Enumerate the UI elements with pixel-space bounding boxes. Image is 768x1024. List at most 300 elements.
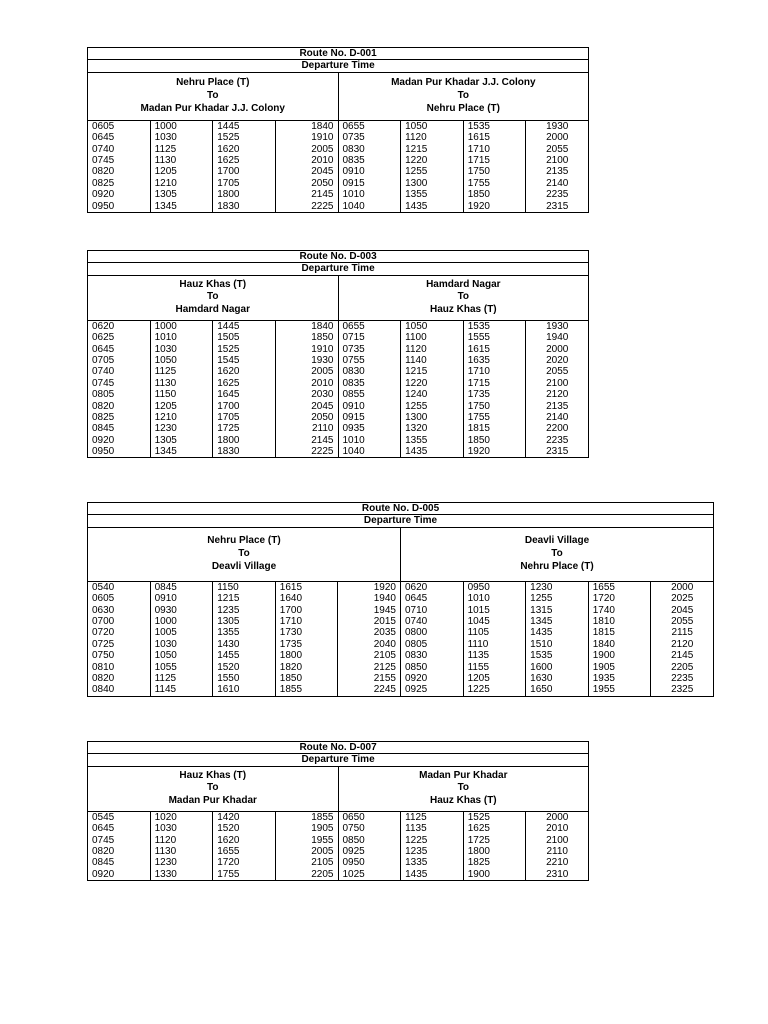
departure-time-cell: 0950 xyxy=(88,201,151,213)
departure-time-cell: 1125 xyxy=(150,366,213,377)
departure-time-cell: 1205 xyxy=(463,673,526,684)
direction-line: Nehru Place (T) xyxy=(426,102,500,114)
departure-time-cell: 1215 xyxy=(401,144,464,155)
departure-time-cell: 1750 xyxy=(463,401,526,412)
departure-time-cell: 1715 xyxy=(463,155,526,166)
departure-time-cell: 1445 xyxy=(213,320,276,332)
departure-time-cell: 1145 xyxy=(150,684,213,696)
direction-line: Nehru Place (T) xyxy=(520,560,594,572)
departure-time-cell: 0645 xyxy=(88,344,151,355)
departure-time-cell: 1930 xyxy=(275,355,338,366)
departure-time-cell: 0705 xyxy=(88,355,151,366)
departure-time-cell: 1615 xyxy=(275,581,338,593)
departure-time-cell: 0850 xyxy=(338,835,401,846)
route-number: Route No. D-001 xyxy=(88,48,589,60)
departure-time-cell: 1510 xyxy=(526,639,589,650)
departure-time-cell: 0750 xyxy=(338,823,401,834)
departure-time-cell: 1305 xyxy=(150,189,213,200)
departure-time-cell: 0930 xyxy=(150,605,213,616)
departure-time-cell: 1930 xyxy=(526,120,589,132)
departure-time-cell: 0915 xyxy=(338,178,401,189)
departure-time-cell: 2110 xyxy=(275,423,338,434)
table-row xyxy=(88,662,714,673)
departure-time-cell: 0735 xyxy=(338,132,401,143)
departure-time-cell: 1855 xyxy=(275,684,338,696)
departure-time-cell: 1455 xyxy=(213,650,276,661)
departure-time-cell: 0645 xyxy=(400,593,463,604)
departure-time-cell: 0820 xyxy=(88,846,151,857)
departure-time-cell: 1000 xyxy=(150,616,213,627)
departure-time-cell: 1940 xyxy=(338,593,401,604)
departure-time-cell: 1815 xyxy=(588,627,651,638)
departure-time-cell: 0745 xyxy=(88,835,151,846)
departure-time-cell: 0835 xyxy=(338,155,401,166)
departure-time-cell: 1010 xyxy=(338,435,401,446)
table-row xyxy=(88,378,589,389)
departure-time-cell: 1105 xyxy=(463,627,526,638)
departure-time-cell: 2140 xyxy=(526,412,589,423)
direction-line: To xyxy=(457,291,470,303)
departure-time-cell: 1505 xyxy=(213,332,276,343)
departure-time-cell: 2055 xyxy=(526,144,589,155)
departure-time-cell: 0745 xyxy=(88,155,151,166)
departure-time-cell: 2225 xyxy=(275,201,338,213)
departure-time-cell: 1620 xyxy=(213,835,276,846)
departure-time-cell: 0820 xyxy=(88,673,151,684)
departure-time-cell: 0805 xyxy=(400,639,463,650)
table-row xyxy=(88,132,589,143)
departure-time-cell: 0545 xyxy=(88,811,151,823)
departure-time-cell: 2035 xyxy=(338,627,401,638)
table-row xyxy=(88,189,589,200)
departure-time-cell: 2045 xyxy=(651,605,714,616)
departure-time-cell: 1125 xyxy=(150,673,213,684)
departure-time-cell: 2325 xyxy=(651,684,714,696)
departure-time-cell: 2125 xyxy=(338,662,401,673)
direction-line: Hauz Khas (T) xyxy=(179,769,247,781)
departure-time-cell: 2315 xyxy=(526,446,589,458)
departure-time-cell: 1625 xyxy=(213,378,276,389)
departure-time-cell: 1545 xyxy=(213,355,276,366)
departure-time-cell: 0910 xyxy=(338,166,401,177)
departure-time-cell: 1535 xyxy=(526,650,589,661)
departure-time-cell: 1050 xyxy=(150,650,213,661)
departure-time-cell: 1050 xyxy=(401,120,464,132)
departure-time-cell: 0645 xyxy=(88,132,151,143)
departure-time-cell: 1800 xyxy=(463,846,526,857)
direction-return xyxy=(338,766,589,811)
departure-time-cell: 2135 xyxy=(526,401,589,412)
departure-time-cell: 1615 xyxy=(463,344,526,355)
departure-time-cell: 1040 xyxy=(338,446,401,458)
departure-time-cell: 0845 xyxy=(150,581,213,593)
departure-time-cell: 1705 xyxy=(213,412,276,423)
departure-time-cell: 1535 xyxy=(463,320,526,332)
departure-time-cell: 1355 xyxy=(401,189,464,200)
departure-time-heading: Departure Time xyxy=(88,754,589,766)
departure-time-cell: 1910 xyxy=(275,344,338,355)
departure-time-cell: 1130 xyxy=(150,155,213,166)
table-row xyxy=(88,389,589,400)
departure-time-cell: 2000 xyxy=(526,132,589,143)
departure-time-cell: 1135 xyxy=(463,650,526,661)
departure-time-cell: 0655 xyxy=(338,320,401,332)
departure-time-cell: 0910 xyxy=(338,401,401,412)
departure-time-cell: 1435 xyxy=(401,869,464,881)
departure-time-cell: 1520 xyxy=(213,823,276,834)
route-table-d007 xyxy=(87,741,589,881)
departure-time-cell: 2315 xyxy=(526,201,589,213)
departure-time-cell: 0650 xyxy=(338,811,401,823)
route-number: Route No. D-007 xyxy=(88,742,589,754)
departure-time-cell: 0840 xyxy=(88,684,151,696)
table-row xyxy=(88,366,589,377)
direction-line: Hauz Khas (T) xyxy=(179,278,247,290)
departure-time-cell: 2110 xyxy=(526,846,589,857)
departure-time-cell: 1210 xyxy=(150,178,213,189)
departure-time-cell: 1420 xyxy=(213,811,276,823)
departure-time-cell: 0755 xyxy=(338,355,401,366)
departure-time-cell: 2005 xyxy=(275,366,338,377)
timetable xyxy=(87,741,589,881)
departure-time-cell: 1625 xyxy=(213,155,276,166)
departure-time-cell: 0740 xyxy=(88,144,151,155)
departure-time-cell: 1620 xyxy=(213,144,276,155)
departure-time-cell: 2100 xyxy=(526,378,589,389)
departure-time-cell: 1000 xyxy=(150,320,213,332)
departure-time-cell: 1920 xyxy=(338,581,401,593)
departure-time-cell: 1840 xyxy=(275,320,338,332)
departure-time-cell: 0830 xyxy=(338,144,401,155)
route-number: Route No. D-003 xyxy=(88,251,589,263)
departure-time-cell: 2140 xyxy=(526,178,589,189)
table-row xyxy=(88,144,589,155)
departure-time-cell: 1010 xyxy=(150,332,213,343)
direction-outbound xyxy=(88,72,339,120)
departure-time-cell: 1010 xyxy=(463,593,526,604)
departure-time-cell: 1635 xyxy=(463,355,526,366)
departure-time-cell: 1820 xyxy=(275,662,338,673)
departure-time-heading: Departure Time xyxy=(88,515,714,527)
departure-time-cell: 1215 xyxy=(213,593,276,604)
departure-time-cell: 2235 xyxy=(651,673,714,684)
table-row xyxy=(88,627,714,638)
departure-time-cell: 1140 xyxy=(401,355,464,366)
table-row xyxy=(88,673,714,684)
departure-time-cell: 1225 xyxy=(401,835,464,846)
direction-line: Hamdard Nagar xyxy=(426,278,501,290)
departure-time-cell: 1710 xyxy=(463,144,526,155)
departure-time-cell: 2050 xyxy=(275,178,338,189)
departure-time-cell: 0835 xyxy=(338,378,401,389)
departure-time-cell: 2010 xyxy=(526,823,589,834)
direction-line: To xyxy=(551,547,563,559)
departure-time-cell: 2100 xyxy=(526,155,589,166)
departure-time-cell: 2235 xyxy=(526,189,589,200)
departure-time-cell: 2155 xyxy=(338,673,401,684)
departure-time-cell: 1700 xyxy=(213,401,276,412)
departure-time-cell: 0630 xyxy=(88,605,151,616)
departure-time-cell: 2310 xyxy=(526,869,589,881)
departure-time-cell: 1650 xyxy=(526,684,589,696)
departure-time-cell: 1015 xyxy=(463,605,526,616)
departure-time-cell: 1630 xyxy=(526,673,589,684)
departure-time-cell: 1220 xyxy=(401,378,464,389)
departure-time-cell: 2135 xyxy=(526,166,589,177)
table-row xyxy=(88,846,589,857)
direction-line: To xyxy=(207,89,219,101)
direction-line: Nehru Place (T) xyxy=(176,77,250,89)
departure-time-cell: 1815 xyxy=(463,423,526,434)
direction-line: Madan Pur Khadar J.J. Colony xyxy=(140,102,285,114)
departure-time-cell: 0715 xyxy=(338,332,401,343)
departure-time-cell: 1525 xyxy=(213,132,276,143)
departure-time-cell: 2205 xyxy=(275,869,338,881)
departure-time-cell: 1150 xyxy=(213,581,276,593)
direction-outbound xyxy=(88,527,401,581)
departure-time-cell: 0605 xyxy=(88,120,151,132)
departure-time-cell: 0915 xyxy=(338,412,401,423)
direction-line: Hamdard Nagar xyxy=(175,304,250,316)
departure-time-cell: 0740 xyxy=(88,366,151,377)
departure-time-cell: 2040 xyxy=(338,639,401,650)
table-row xyxy=(88,684,714,696)
departure-time-cell: 2005 xyxy=(275,144,338,155)
departure-time-cell: 0710 xyxy=(400,605,463,616)
departure-time-cell: 1930 xyxy=(526,320,589,332)
departure-time-cell: 1040 xyxy=(338,201,401,213)
route-table-d005 xyxy=(87,502,714,697)
direction-outbound xyxy=(88,766,339,811)
departure-time-cell: 1240 xyxy=(401,389,464,400)
table-row xyxy=(88,857,589,868)
table-row xyxy=(88,869,589,881)
departure-time-cell: 1705 xyxy=(213,178,276,189)
departure-time-cell: 1955 xyxy=(275,835,338,846)
departure-time-cell: 1120 xyxy=(401,344,464,355)
timetable xyxy=(87,250,589,458)
departure-time-cell: 1900 xyxy=(588,650,651,661)
departure-time-cell: 1920 xyxy=(463,446,526,458)
departure-time-cell: 2235 xyxy=(526,435,589,446)
departure-time-cell: 1525 xyxy=(213,344,276,355)
departure-time-cell: 0920 xyxy=(88,189,151,200)
departure-time-cell: 1810 xyxy=(588,616,651,627)
direction-return xyxy=(338,72,589,120)
departure-time-cell: 1525 xyxy=(463,811,526,823)
departure-time-cell: 1900 xyxy=(463,869,526,881)
departure-time-cell: 2030 xyxy=(275,389,338,400)
departure-time-cell: 1940 xyxy=(526,332,589,343)
departure-time-cell: 1850 xyxy=(275,673,338,684)
departure-time-cell: 0745 xyxy=(88,378,151,389)
departure-time-cell: 1830 xyxy=(213,446,276,458)
departure-time-cell: 1150 xyxy=(150,389,213,400)
departure-time-cell: 2105 xyxy=(275,857,338,868)
table-row xyxy=(88,811,589,823)
table-row xyxy=(88,155,589,166)
table-row xyxy=(88,332,589,343)
departure-time-cell: 0950 xyxy=(88,446,151,458)
departure-time-cell: 1315 xyxy=(526,605,589,616)
direction-return xyxy=(400,527,713,581)
departure-time-cell: 1050 xyxy=(401,320,464,332)
departure-time-cell: 0805 xyxy=(88,389,151,400)
departure-time-cell: 1920 xyxy=(463,201,526,213)
departure-time-cell: 1445 xyxy=(213,120,276,132)
departure-time-cell: 1030 xyxy=(150,132,213,143)
departure-time-cell: 0700 xyxy=(88,616,151,627)
departure-time-cell: 0810 xyxy=(88,662,151,673)
departure-time-cell: 1305 xyxy=(213,616,276,627)
table-row xyxy=(88,835,589,846)
departure-time-cell: 2045 xyxy=(275,166,338,177)
departure-time-cell: 2145 xyxy=(275,189,338,200)
departure-time-cell: 0920 xyxy=(88,435,151,446)
departure-time-cell: 1230 xyxy=(526,581,589,593)
departure-time-cell: 1615 xyxy=(463,132,526,143)
departure-time-cell: 1345 xyxy=(150,446,213,458)
departure-time-cell: 1740 xyxy=(588,605,651,616)
departure-time-cell: 1800 xyxy=(213,189,276,200)
table-row xyxy=(88,435,589,446)
departure-time-cell: 1030 xyxy=(150,344,213,355)
direction-line: Madan Pur Khadar J.J. Colony xyxy=(391,77,536,89)
departure-time-cell: 1300 xyxy=(401,412,464,423)
departure-time-cell: 1735 xyxy=(463,389,526,400)
departure-time-cell: 1725 xyxy=(213,423,276,434)
departure-time-cell: 1700 xyxy=(275,605,338,616)
table-row xyxy=(88,120,589,132)
direction-line: Hauz Khas (T) xyxy=(429,304,497,316)
direction-line: Deavli Village xyxy=(524,535,590,547)
table-row xyxy=(88,605,714,616)
table-row xyxy=(88,166,589,177)
departure-time-cell: 0855 xyxy=(338,389,401,400)
departure-time-cell: 1345 xyxy=(526,616,589,627)
departure-time-cell: 1355 xyxy=(213,627,276,638)
departure-time-cell: 1000 xyxy=(150,120,213,132)
departure-time-cell: 1905 xyxy=(275,823,338,834)
departure-time-cell: 1725 xyxy=(463,835,526,846)
departure-time-cell: 1800 xyxy=(213,435,276,446)
departure-time-cell: 1750 xyxy=(463,166,526,177)
departure-time-cell: 1735 xyxy=(275,639,338,650)
departure-time-cell: 1020 xyxy=(150,811,213,823)
table-row xyxy=(88,178,589,189)
timetable xyxy=(87,47,589,213)
route-number: Route No. D-005 xyxy=(88,503,714,515)
direction-line: Hauz Khas (T) xyxy=(429,795,497,807)
departure-time-cell: 1620 xyxy=(213,366,276,377)
departure-time-cell: 1120 xyxy=(150,835,213,846)
departure-time-cell: 1535 xyxy=(463,120,526,132)
departure-time-cell: 0620 xyxy=(88,320,151,332)
departure-time-cell: 1435 xyxy=(526,627,589,638)
departure-time-cell: 1330 xyxy=(150,869,213,881)
departure-time-cell: 1850 xyxy=(275,332,338,343)
departure-time-cell: 1125 xyxy=(150,144,213,155)
departure-time-cell: 1100 xyxy=(401,332,464,343)
departure-time-cell: 1005 xyxy=(150,627,213,638)
departure-time-cell: 2200 xyxy=(526,423,589,434)
departure-time-cell: 0845 xyxy=(88,423,151,434)
departure-time-cell: 1520 xyxy=(213,662,276,673)
departure-time-cell: 1335 xyxy=(401,857,464,868)
departure-time-cell: 1435 xyxy=(401,201,464,213)
table-row xyxy=(88,650,714,661)
departure-time-cell: 0920 xyxy=(88,869,151,881)
departure-time-cell: 0720 xyxy=(88,627,151,638)
departure-time-cell: 1755 xyxy=(463,412,526,423)
departure-time-cell: 2025 xyxy=(651,593,714,604)
departure-time-cell: 2045 xyxy=(275,401,338,412)
departure-time-cell: 1850 xyxy=(463,189,526,200)
departure-time-cell: 0950 xyxy=(338,857,401,868)
departure-time-cell: 2005 xyxy=(275,846,338,857)
departure-time-cell: 1130 xyxy=(150,378,213,389)
departure-time-cell: 0800 xyxy=(400,627,463,638)
departure-time-cell: 0625 xyxy=(88,332,151,343)
departure-time-cell: 0925 xyxy=(338,846,401,857)
route-table-d003 xyxy=(87,250,589,458)
table-row xyxy=(88,616,714,627)
departure-time-cell: 1655 xyxy=(588,581,651,593)
departure-time-cell: 0750 xyxy=(88,650,151,661)
departure-time-cell: 1255 xyxy=(401,401,464,412)
departure-time-cell: 0825 xyxy=(88,412,151,423)
direction-line: To xyxy=(238,547,250,559)
departure-time-cell: 1840 xyxy=(275,120,338,132)
departure-time-cell: 1320 xyxy=(401,423,464,434)
departure-time-cell: 2010 xyxy=(275,155,338,166)
departure-time-cell: 1825 xyxy=(463,857,526,868)
departure-time-cell: 1700 xyxy=(213,166,276,177)
direction-line: To xyxy=(207,291,219,303)
departure-time-cell: 1645 xyxy=(213,389,276,400)
departure-time-cell: 1135 xyxy=(401,823,464,834)
departure-time-cell: 2055 xyxy=(526,366,589,377)
direction-line: Madan Pur Khadar xyxy=(419,769,508,781)
departure-time-cell: 0620 xyxy=(400,581,463,593)
departure-time-cell: 1910 xyxy=(275,132,338,143)
departure-time-cell: 1255 xyxy=(526,593,589,604)
departure-time-cell: 1230 xyxy=(150,423,213,434)
departure-time-cell: 0845 xyxy=(88,857,151,868)
departure-time-cell: 1840 xyxy=(588,639,651,650)
departure-time-cell: 1215 xyxy=(401,366,464,377)
departure-time-cell: 1935 xyxy=(588,673,651,684)
departure-time-cell: 2225 xyxy=(275,446,338,458)
direction-line: Deavli Village xyxy=(211,560,277,572)
departure-time-cell: 2105 xyxy=(338,650,401,661)
departure-time-cell: 1345 xyxy=(150,201,213,213)
departure-time-cell: 1710 xyxy=(463,366,526,377)
departure-time-cell: 0910 xyxy=(150,593,213,604)
departure-time-cell: 1755 xyxy=(463,178,526,189)
departure-time-cell: 2055 xyxy=(651,616,714,627)
direction-line: To xyxy=(457,89,470,101)
direction-line: Nehru Place (T) xyxy=(207,535,281,547)
departure-time-cell: 1730 xyxy=(275,627,338,638)
departure-time-cell: 2050 xyxy=(275,412,338,423)
departure-time-cell: 1025 xyxy=(338,869,401,881)
departure-time-cell: 1800 xyxy=(275,650,338,661)
departure-time-cell: 0820 xyxy=(88,166,151,177)
table-row xyxy=(88,412,589,423)
departure-time-cell: 1305 xyxy=(150,435,213,446)
direction-line: To xyxy=(207,782,219,794)
